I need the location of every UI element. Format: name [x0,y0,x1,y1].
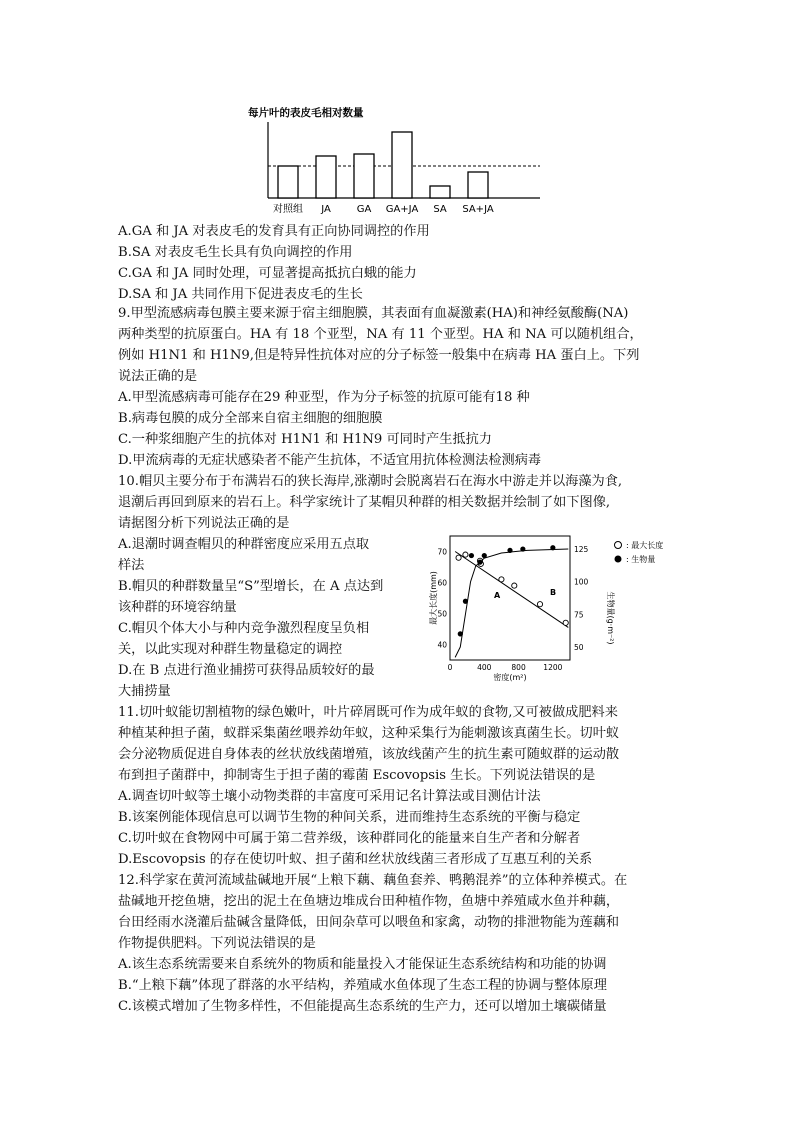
text-line: 样法 [118,558,145,573]
bar [278,166,298,198]
biomass-point [507,548,512,553]
biomass-point [550,545,555,550]
text-line: 台田经雨水浇灌后盐碱含量降低，田间杂草可以喂鱼和家禽，动物的排泄物能为莲藕和 [118,915,620,930]
bar-category-label: SA+JA [462,204,494,215]
text-line: A.GA 和 JA 对表皮毛的发育具有正向协同调控的作用 [118,224,430,239]
bar [392,132,412,198]
length-point [456,555,461,560]
text-line: 种植某种担子菌，蚁群采集菌丝喂养幼年蚁，这种采集行为能刺激该真菌生长。切叶蚁 [118,726,620,741]
length-point [463,552,468,557]
text-line: C.切叶蚁在食物网中可属于第二营养级，该种群同化的能量来自生产者和分解者 [118,831,581,846]
text-line: A.调查切叶蚁等土壤小动物类群的丰富度可采用记名计算法或目测估计法 [118,789,541,804]
right-axis-label: 生物量(g·m⁻²) [606,591,615,645]
text-line: C.帽贝个体大小与种内竞争激烈程度呈负相 [118,621,370,636]
legend-filled-marker [615,556,622,563]
text-line: B.SA 对表皮毛生长具有负向调控的作用 [118,245,353,260]
biomass-point [482,553,487,558]
right-tick-label: 125 [574,545,589,555]
text-line: 请据图分析下列说法正确的是 [118,516,290,531]
bar-chart [240,100,560,220]
x-axis-label: 密度(m²) [493,673,527,682]
left-tick-label: 60 [437,578,447,588]
x-tick-label: 400 [477,663,492,672]
legend-open-marker [615,542,622,549]
right-tick-label: 50 [574,642,584,652]
length-point [499,577,504,582]
biomass-trend-line [455,549,568,657]
x-tick-label: 0 [447,663,453,672]
text-line: 退潮后再回到原来的岩石上。科学家统计了某帽贝种群的相关数据并绘制了如下图像, [118,495,611,510]
bar [468,172,488,198]
text-line: B.该案例能体现信息可以调节生物的种间关系，进而维持生态系统的平衡与稳定 [118,810,581,825]
text-line: D.在 B 点进行渔业捕捞可获得品质较好的最 [118,663,375,678]
text-line: D.SA 和 JA 共同作用下促进表皮毛的生长 [118,287,363,302]
biomass-point [477,560,482,565]
bar-chart-ylabel: 每片叶的表皮毛相对数量 [248,107,364,119]
legend-filled-label: : 生物量 [626,555,656,564]
x-tick-label: 800 [511,663,526,672]
text-line: B.帽贝的种群数量呈“S”型增长，在 A 点达到 [118,579,384,594]
bar-category-label: GA [356,204,372,215]
bar [316,156,336,198]
x-tick-label: 1200 [543,663,563,672]
right-tick-label: 75 [574,610,584,620]
text-line: A.退潮时调查帽贝的种群密度应采用五点取 [118,537,370,552]
text-line: 10.帽贝主要分布于布满岩石的狭长海岸,涨潮时会脱离岩石在海水中游走并以海藻为食, [118,474,623,489]
biomass-point [520,546,525,551]
text-line: 11.切叶蚁能切割植物的绿色嫩叶，叶片碎屑既可作为成年蚁的食物,又可被做成肥料来 [118,705,618,720]
text-line: B.病毒包膜的成分全部来自宿主细胞的细胞膜 [118,411,383,426]
biomass-point [458,631,463,636]
text-line: 该种群的环境容纳量 [118,600,237,615]
length-point [563,620,568,625]
text-line: A.甲型流感病毒可能存在29 种亚型，作为分子标签的抗原可能有18 种 [118,390,530,405]
biomass-point [463,599,468,604]
length-point [512,583,517,588]
text-line: 布到担子菌群中，抑制寄生于担子菌的霉菌 Escovopsis 生长。下列说法错误的是 [118,768,596,783]
length-point [537,602,542,607]
right-tick-label: 100 [574,577,589,587]
text-line: 作物提供肥料。下列说法错误的是 [118,936,316,951]
left-tick-label: 70 [437,547,447,557]
text-line: D.甲流病毒的无症状感染者不能产生抗体，不适宜用抗体检测法检测病毒 [118,453,542,468]
bar [354,154,374,198]
text-line: 例如 H1N1 和 H1N9,但是特异性抗体对应的分子标签一般集中在病毒 HA 蛋白上。下列 [118,348,640,363]
left-axis-label: 最大长度(mm) [429,571,438,625]
text-line: C.该模式增加了生物多样性，不但能提高生态系统的生产力，还可以增加土壤碳储量 [118,999,607,1014]
text-line: A.该生态系统需要来自系统外的物质和能量投入才能保证生态系统结构和功能的协调 [118,957,607,972]
text-line: 大捕捞量 [118,684,171,699]
scatter-chart [410,518,790,688]
point-label-a: A [494,591,501,600]
text-line: D.Escovopsis 的存在使切叶蚁、担子菌和丝状放线菌三者形成了互惠互利的关系 [118,852,593,867]
bar-category-label: GA+JA [385,204,419,215]
left-tick-label: 50 [437,609,447,619]
text-line: 说法正确的是 [118,369,198,384]
text-line: 会分泌物质促进自身体表的丝状放线菌增殖，该放线菌产生的抗生素可随蚁群的运动散 [118,747,620,762]
text-line: B.“上粮下藕”体现了群落的水平结构，养殖咸水鱼体现了生态工程的协调与整体原理 [118,978,607,993]
bar [430,186,450,198]
point-label-b: B [550,588,557,597]
biomass-point [469,553,474,558]
bar-category-label: JA [321,204,331,215]
text-line: 关，以此实现对种群生物量稳定的调控 [118,642,343,657]
legend-open-label: : 最大长度 [626,541,664,550]
bar-category-label: 对照组 [273,204,303,215]
text-line: 盐碱地开挖鱼塘，挖出的泥土在鱼塘边堆成台田种植作物，鱼塘中养殖咸水鱼并种藕， [118,894,620,909]
text-line: C.GA 和 JA 同时处理，可显著提高抵抗白蛾的能力 [118,266,417,281]
text-line: C.一种浆细胞产生的抗体对 H1N1 和 H1N9 可同时产生抵抗力 [118,432,492,447]
text-line: 两种类型的抗原蛋白。HA 有 18 个亚型，NA 有 11 个亚型。HA 和 NA 可以随机组合， [118,327,643,342]
text-line: 9.甲型流感病毒包膜主要来源于宿主细胞膜，其表面有血凝激素(HA)和神经氨酸酶(NA) [118,306,629,321]
bar-category-label: SA [433,204,447,215]
text-line: 12.科学家在黄河流域盐碱地开展“上粮下藕、藕鱼套养、鸭鹅混养”的立体种养模式。在 [118,873,628,888]
left-tick-label: 40 [437,640,447,650]
